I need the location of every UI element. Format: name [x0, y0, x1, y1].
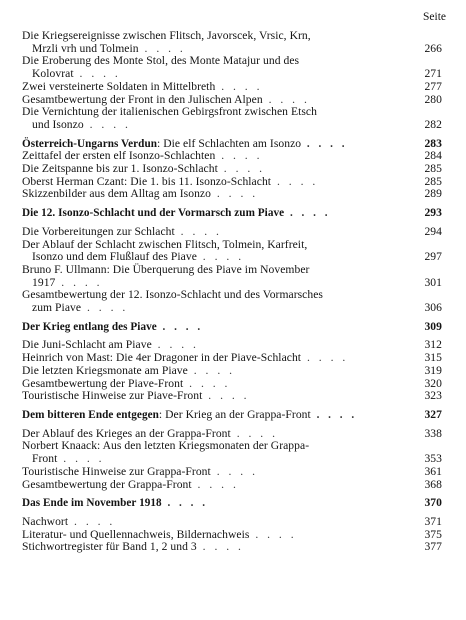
toc-entry-line: Touristische Hinweise zur Grappa-Front: [22, 464, 211, 478]
toc-page-number: 368: [424, 477, 442, 491]
section-heading-text: Der Krieg entlang des Piave: [22, 320, 157, 333]
toc-entry-line: Gesamtbewertung der 12. Isonzo-Schlacht und des Vormarsches: [22, 288, 323, 302]
toc-entry: [22, 390, 444, 403]
toc-entry: [22, 106, 444, 131]
dot-leader: . . . .: [230, 426, 278, 440]
toc-entry-line: Gesamtbewertung der Piave-Front: [22, 376, 184, 390]
toc-entry-line: Stichwortregister für Band 1, 2 und 3: [22, 540, 197, 554]
toc-entry: [22, 239, 444, 264]
toc-entry-line: Gesamtbewertung der Grappa-Front: [22, 477, 192, 491]
toc-entry-title: [22, 390, 444, 403]
toc-entry-line: Der Ablauf des Krieges an der Grappa-Front: [22, 426, 231, 440]
toc-page-number: 293: [424, 206, 442, 220]
toc-page-number: 266: [424, 41, 442, 55]
toc-section-heading: [22, 321, 444, 334]
toc-page-number: 297: [424, 250, 442, 264]
dot-leader: . . . .: [210, 464, 258, 478]
toc-entry-line: Literatur- und Quellennachweis, Bildernachweis: [22, 527, 250, 541]
toc-entry-line: Die Vorbereitungen zur Schlacht: [22, 224, 175, 238]
toc-page-number: 320: [424, 376, 442, 390]
toc-entry-title: [22, 264, 444, 289]
dot-leader: . . . .: [191, 477, 239, 491]
toc-entry-line: Gesamtbewertung der Front in den Julischen Alpen: [22, 92, 263, 106]
dot-leader: . . . .: [196, 250, 245, 264]
toc-page-number: 277: [424, 79, 442, 93]
toc-page-number: 327: [424, 407, 442, 421]
toc-entry: [22, 440, 444, 465]
dot-leader: . . . .: [271, 174, 319, 188]
toc-page-number: 375: [424, 527, 442, 541]
section-heading-text: Dem bitteren Ende entgegen: [22, 408, 159, 421]
toc-entry: [22, 479, 444, 492]
toc-page-number: 282: [424, 117, 442, 131]
toc-entry-line: Nachwort: [22, 514, 69, 528]
dot-leader: . . . .: [183, 376, 231, 390]
toc-entry-line: Bruno F. Ullmann: Die Überquerung des Piave im November: [22, 262, 310, 276]
toc-section-heading: [22, 409, 444, 422]
toc-page-number: 315: [424, 351, 442, 365]
dot-leader: . . . .: [284, 207, 331, 220]
toc-page-number: 294: [424, 224, 442, 238]
dot-leader: . . . .: [57, 452, 105, 466]
toc-entry-title: [22, 321, 444, 334]
toc-entry-line: Die Kriegsereignisse zwischen Flitsch, Javorscek, Vrsic, Krn,: [22, 29, 311, 42]
toc-entry-continuation: Mrzli vrh und Tolmein: [32, 41, 139, 55]
toc-page-number: 280: [424, 92, 442, 106]
dot-leader: . . . .: [310, 408, 358, 421]
toc-entry-continuation: Isonzo und dem Flußlauf des Piave: [32, 250, 197, 264]
dot-leader: . . . .: [301, 351, 349, 365]
toc-entry-continuation: Kolovrat: [32, 67, 74, 81]
toc-entry-title: [22, 239, 444, 264]
toc-entry-continuation: Front: [32, 452, 58, 466]
toc-entry: [22, 289, 444, 314]
toc-page-number: 338: [424, 426, 442, 440]
toc-entry-title: [22, 440, 444, 465]
dot-leader: . . . .: [210, 187, 259, 201]
toc-page-number: 377: [424, 540, 442, 554]
dot-leader: . . . .: [156, 320, 204, 333]
toc-entry-continuation: 1917: [32, 275, 56, 289]
toc-page-number: 271: [424, 67, 442, 81]
toc-page-number: 319: [424, 363, 442, 377]
toc-page-number: 323: [424, 389, 442, 403]
dot-leader: . . . .: [262, 92, 310, 106]
toc-entry-title: [22, 55, 444, 80]
toc-page-number: 289: [424, 187, 442, 201]
toc-entry: [22, 541, 444, 554]
toc-entry-line: Die Juni-Schlacht am Piave: [22, 338, 152, 352]
section-heading-text: Die 12. Isonzo-Schlacht und der Vormarsch zum Piave: [22, 207, 285, 220]
toc-entry-line: Der Ablauf der Schlacht zwischen Flitsch, Tolmein, Karfreit,: [22, 237, 308, 251]
toc-entry-line: Heinrich von Mast: Die 4er Dragoner in der Piave-Schlacht: [22, 351, 302, 365]
toc-entry-title: [22, 479, 444, 492]
dot-leader: . . . .: [68, 514, 116, 528]
toc-entry: [22, 30, 444, 55]
table-of-contents: [22, 30, 444, 554]
dot-leader: . . . .: [55, 275, 103, 289]
toc-entry-line: Skizzenbilder aus dem Alltag am Isonzo: [22, 187, 211, 201]
toc-entry-title: [22, 188, 444, 201]
toc-page-number: 309: [424, 319, 442, 333]
toc-entry-line: Norbert Knaack: Aus den letzten Kriegsmonaten der Grappa-: [22, 439, 310, 453]
toc-page-number: 353: [424, 452, 442, 466]
dot-leader: . . . .: [215, 79, 263, 93]
dot-leader: . . . .: [138, 41, 186, 55]
dot-leader: . . . .: [217, 162, 266, 176]
toc-entry-continuation: und Isonzo: [32, 117, 84, 131]
section-heading-text: Das Ende im November 1918: [22, 497, 162, 510]
toc-entry-line: Die Vernichtung der italienischen Gebirgsfront zwischen Etsch: [22, 105, 317, 119]
dot-leader: . . . .: [196, 540, 244, 554]
toc-entry-line: Zwei versteinerte Soldaten in Mittelbreth: [22, 79, 216, 93]
toc-entry-title: [22, 409, 444, 422]
toc-entry-line: Zeittafel der ersten elf Isonzo-Schlachten: [22, 149, 216, 163]
dot-leader: . . . .: [202, 389, 250, 403]
toc-page-number: 312: [424, 338, 442, 352]
page-column-header: Seite: [423, 11, 446, 23]
dot-leader: . . . .: [83, 117, 131, 131]
dot-leader: . . . .: [73, 67, 121, 81]
toc-entry-title: [22, 289, 444, 314]
dot-leader: . . . .: [174, 224, 222, 238]
dot-leader: . . . .: [161, 497, 209, 510]
toc-entry-title: [22, 30, 444, 55]
toc-entry-title: [22, 541, 444, 554]
toc-page-number: 285: [424, 162, 442, 176]
dot-leader: . . . .: [215, 149, 263, 163]
dot-leader: . . . .: [187, 363, 236, 377]
toc-entry-title: [22, 497, 444, 510]
toc-page-number: 361: [424, 464, 442, 478]
toc-entry-continuation: zum Piave: [32, 301, 82, 315]
toc-page-number: 283: [424, 136, 442, 150]
toc-entry-line: Die Zeitspanne bis zur 1. Isonzo-Schlacht: [22, 162, 218, 176]
toc-page-number: 370: [424, 496, 442, 510]
dot-leader: . . . .: [151, 338, 199, 352]
toc-section-heading: [22, 497, 444, 510]
dot-leader: . . . .: [249, 527, 297, 541]
toc-page-number: 284: [424, 149, 442, 163]
toc-entry-line: : Die elf Schlachten am Isonzo: [157, 136, 302, 150]
toc-entry: [22, 188, 444, 201]
toc-entry-line: Touristische Hinweise zur Piave-Front: [22, 389, 203, 403]
dot-leader: . . . .: [301, 137, 348, 150]
toc-page-number: 306: [424, 301, 442, 315]
toc-entry: [22, 55, 444, 80]
toc-entry: [22, 264, 444, 289]
toc-entry-line: : Der Krieg an der Grappa-Front: [158, 407, 311, 421]
toc-section-heading: [22, 207, 444, 220]
toc-page-number: 371: [424, 514, 442, 528]
dot-leader: . . . .: [81, 301, 129, 315]
section-heading-text: Österreich-Ungarns Verdun: [22, 137, 157, 150]
toc-entry-line: Die Eroberung des Monte Stol, des Monte Matajur und des: [22, 54, 300, 68]
toc-page-number: 301: [424, 275, 442, 289]
toc-entry-line: Die letzten Kriegsmonate am Piave: [22, 363, 188, 377]
toc-page-number: 285: [424, 174, 442, 188]
toc-entry-title: [22, 207, 444, 220]
toc-entry-title: [22, 106, 444, 131]
toc-entry-line: Oberst Herman Czant: Die 1. bis 11. Isonzo-Schlacht: [22, 174, 272, 188]
